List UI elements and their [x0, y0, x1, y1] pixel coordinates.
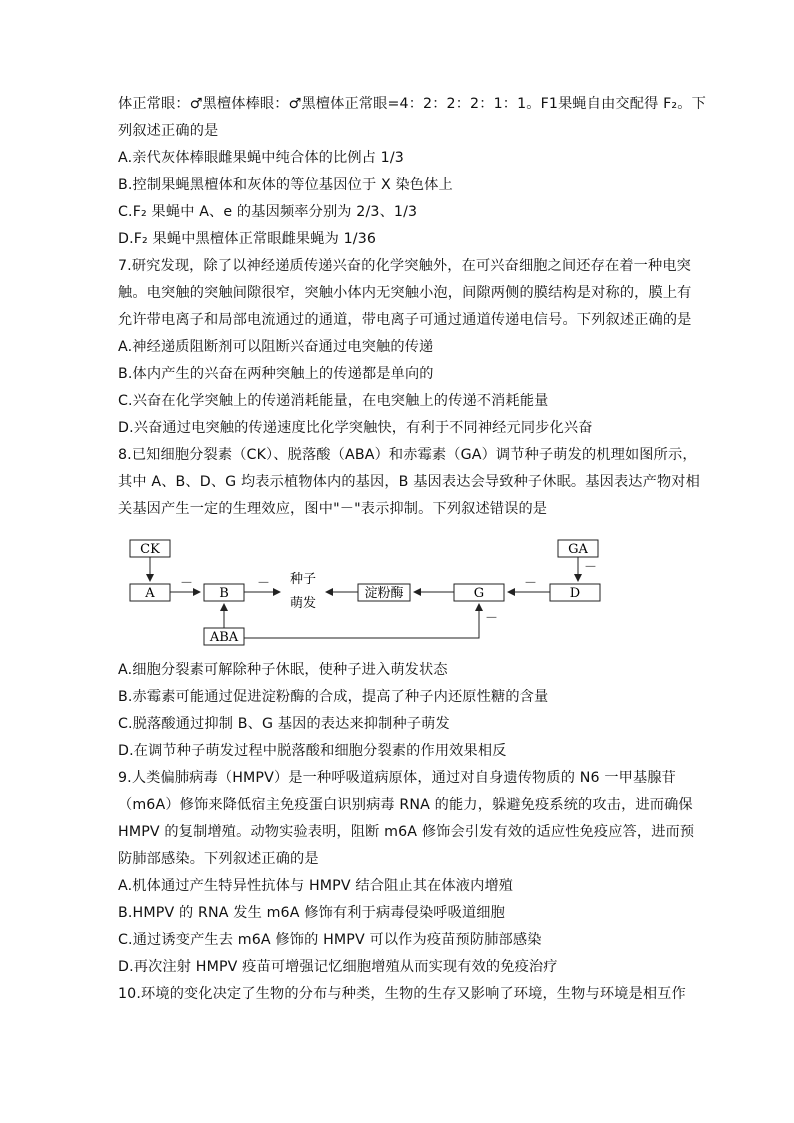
text-line: A.机体通过产生特异性抗体与 HMPV 结合阻止其在体液内增殖 — [118, 878, 514, 894]
gene-a-box — [130, 584, 170, 601]
svg-text:G: G — [473, 586, 485, 601]
text-line: D.再次注射 HMPV 疫苗可增强记忆细胞增殖从而实现有效的免疫治疗 — [118, 959, 558, 975]
text-line: 体正常眼：♂黑檀体棒眼：♂黑檀体正常眼=4：2：2：2：1：1。F1果蝇自由交配得 F₂。下 — [118, 96, 706, 112]
text-line: D.F₂ 果蝇中黑檀体正常眼雌果蝇为 1/36 — [118, 231, 377, 247]
svg-text:淀粉酶: 淀粉酶 — [364, 586, 404, 601]
text-line: B.赤霉素可能通过促进淀粉酶的合成，提高了种子内还原性糖的含量 — [118, 689, 549, 705]
text-line: 列叙述正确的是 — [118, 123, 219, 139]
text-line: 触。电突触的突触间隙很窄，突触小体内无突触小泡，间隙两侧的膜结构是对称的，膜上有 — [118, 285, 692, 301]
inhibit-label: － — [584, 560, 598, 575]
inhibit-label: － — [485, 611, 499, 626]
svg-text:B: B — [219, 586, 229, 601]
svg-text:A: A — [145, 586, 155, 601]
text-line: 允许带电离子和局部电流通过的通道，带电离子可通过通道传递电信号。下列叙述正确的是 — [118, 312, 692, 328]
text-line: C.兴奋在化学突触上的传递消耗能量，在电突触上的传递不消耗能量 — [118, 393, 549, 409]
text-line: B.控制果蝇黑檀体和灰体的等位基因位于 X 染色体上 — [118, 177, 453, 193]
ga-box — [558, 540, 598, 557]
gene-d-box — [550, 584, 600, 601]
text-line: C.脱落酸通过抑制 B、G 基因的表达来抑制种子萌发 — [118, 716, 450, 732]
text-line: 关基因产生一定的生理效应，图中"－"表示抑制。下列叙述错误的是 — [118, 501, 548, 517]
text-line: HMPV 的复制增殖。动物实验表明，阻断 m6A 修饰会引发有效的适应性免疫应答，进而预 — [118, 824, 695, 840]
question-10-line: 10.环境的变化决定了生物的分布与种类，生物的生存又影响了环境，生物与环境是相互作 — [118, 986, 686, 1002]
gene-b-box — [204, 584, 244, 601]
regulation-diagram — [118, 534, 612, 646]
text-line: B.体内产生的兴奋在两种突触上的传递都是单向的 — [118, 366, 434, 382]
text-line: D.兴奋通过电突触的传递速度比化学突触快，有利于不同神经元同步化兴奋 — [118, 420, 593, 436]
text-line: C.F₂ 果蝇中 A、e 的基因频率分别为 2/3、1/3 — [118, 204, 418, 220]
question-7-line: 7.研究发现，除了以神经递质传递兴奋的化学突触外，在可兴奋细胞之间还存在着一种电突 — [118, 258, 692, 274]
germination-label: 种子 — [289, 572, 317, 587]
aba-box — [204, 628, 244, 645]
text-line: A.亲代灰体棒眼雌果蝇中纯合体的比例占 1/3 — [118, 150, 404, 166]
svg-text:GA: GA — [568, 542, 588, 557]
text-line: A.细胞分裂素可解除种子休眠，使种子进入萌发状态 — [118, 662, 448, 678]
question-8-line: 8.已知细胞分裂素（CK）、脱落酸（ABA）和赤霉素（GA）调节种子萌发的机理如图所示， — [118, 447, 697, 463]
ck-box — [130, 540, 170, 557]
svg-text:D: D — [569, 586, 581, 601]
inhibit-label: － — [524, 576, 538, 591]
amylase-box — [358, 584, 410, 601]
gene-g-box — [454, 584, 504, 601]
text-line: C.通过诱变产生去 m6A 修饰的 HMPV 可以作为疫苗预防肺部感染 — [118, 932, 542, 948]
germination-label: 萌发 — [289, 596, 317, 611]
text-line: 防肺部感染。下列叙述正确的是 — [118, 851, 319, 867]
svg-text:ABA: ABA — [209, 630, 239, 645]
text-line: D.在调节种子萌发过程中脱落酸和细胞分裂素的作用效果相反 — [118, 743, 507, 759]
text-line: B.HMPV 的 RNA 发生 m6A 修饰有利于病毒侵染呼吸道细胞 — [118, 905, 505, 921]
question-9-line: 9.人类偏肺病毒（HMPV）是一种呼吸道病原体，通过对自身遗传物质的 N6 一甲基腺苷 — [118, 770, 677, 786]
text-line: 其中 A、B、D、G 均表示植物体内的基因，B 基因表达会导致种子休眠。基因表达产物对相 — [118, 474, 700, 490]
text-line: （m6A）修饰来降低宿主免疫蛋白识别病毒 RNA 的能力，躲避免疫系统的攻击，进而确保 — [118, 797, 693, 813]
inhibit-label: － — [180, 576, 194, 591]
inhibit-label: － — [257, 576, 271, 591]
text-line: A.神经递质阻断剂可以阻断兴奋通过电突触的传递 — [118, 339, 434, 355]
svg-text:CK: CK — [140, 542, 160, 557]
